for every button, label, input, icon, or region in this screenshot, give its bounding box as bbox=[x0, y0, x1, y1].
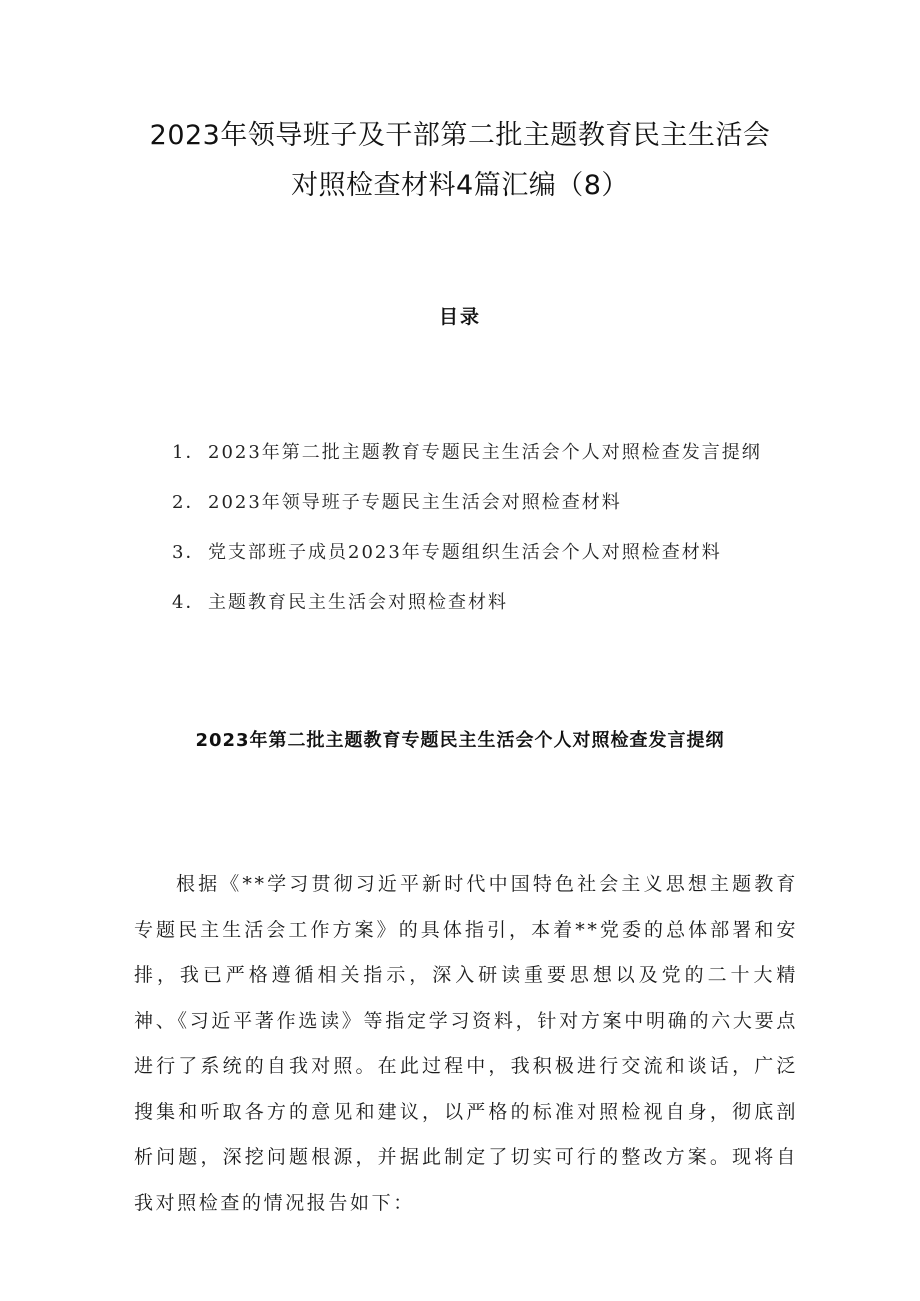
toc-item-1[interactable] bbox=[172, 438, 762, 488]
document-title-line-1: 2023年领导班子及干部第二批主题教育民主生活会 bbox=[149, 120, 771, 151]
document-title-line-2: 对照检查材料4篇汇编（8） bbox=[291, 170, 629, 201]
table-of-contents bbox=[172, 438, 762, 638]
toc-item-text: 2023年领导班子专题民主生活会对照检查材料 bbox=[208, 492, 622, 513]
toc-item-text: 党支部班子成员2023年专题组织生活会个人对照检查材料 bbox=[208, 542, 722, 563]
toc-item-text: 2023年第二批主题教育专题民主生活会个人对照检查发言提纲 bbox=[208, 442, 762, 463]
toc-item-number: 1． bbox=[172, 442, 206, 463]
toc-item-2[interactable] bbox=[172, 488, 762, 538]
section-title: 2023年第二批主题教育专题民主生活会个人对照检查发言提纲 bbox=[195, 730, 725, 751]
toc-item-3[interactable] bbox=[172, 538, 762, 588]
toc-item-number: 2． bbox=[172, 492, 206, 513]
toc-heading: 目录 bbox=[438, 306, 481, 328]
toc-item-4[interactable] bbox=[172, 588, 762, 638]
toc-item-number: 3． bbox=[172, 542, 206, 563]
toc-item-text: 主题教育民主生活会对照检查材料 bbox=[208, 592, 508, 613]
body-paragraph: 根据《**学习贯彻习近平新时代中国特色社会主义思想主题教育专题民主生活会工作方案》的具体指引，本着**党委的总体部署和安排，我已严格遵循相关指示，深入研读重要思想以及党的二十大精神、《习近平著作选读》等指定学习资料，针对方案中明确的六大要点进行了系统的自我对照。在此过程中，我积极进行交流和谈话，广泛搜集和听取各方的意见和建议，以严格的标准对照检视自身，彻底剖析问题，深挖问题根源，并据此制定了切实可行的整改方案。现将自我对照检查的情况报告如下： bbox=[134, 873, 798, 1214]
toc-item-number: 4． bbox=[172, 592, 206, 613]
